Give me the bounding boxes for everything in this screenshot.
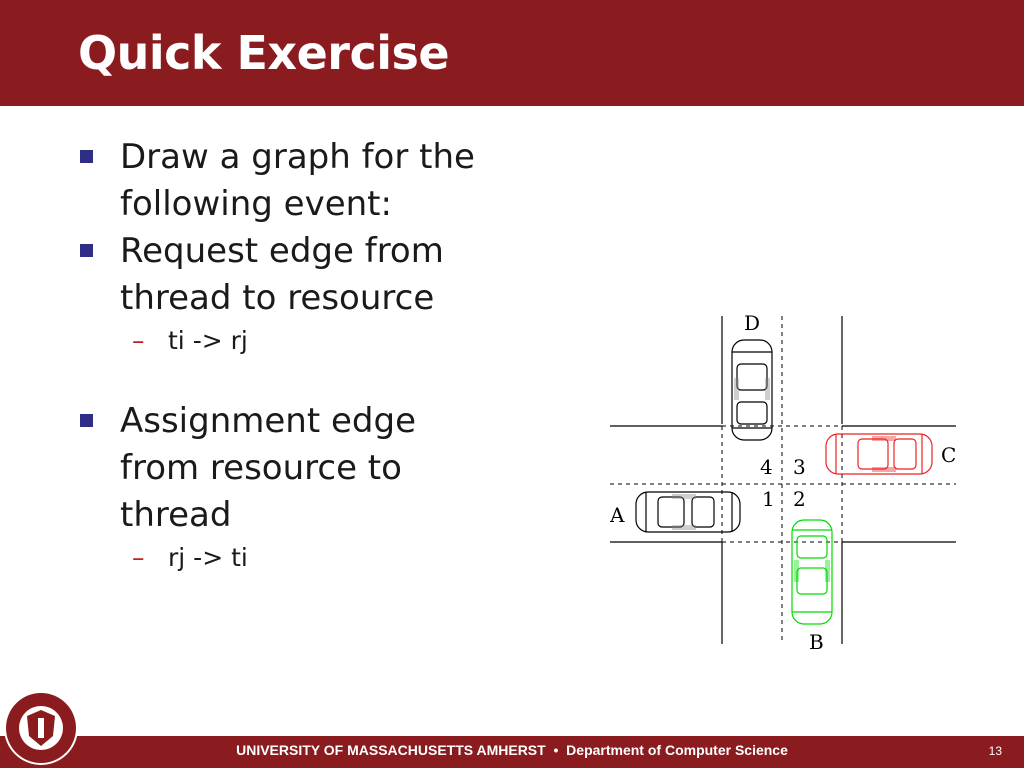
footer-text [0, 742, 1024, 758]
quadrant-3: 3 [793, 455, 806, 479]
bullet-text-line: thread to resource [120, 278, 435, 318]
bullet-item [74, 134, 514, 228]
bullet-item [74, 398, 514, 539]
lane-dividers [610, 316, 956, 644]
sub-bullet-item [74, 539, 514, 577]
bullet-item [74, 228, 514, 322]
dash-bullet-icon: – [132, 543, 145, 572]
bullet-text-line: following event: [120, 184, 392, 224]
road-lines [610, 316, 956, 644]
sub-bullet-text: ti -> rj [168, 326, 248, 355]
car-a [636, 492, 740, 532]
university-seal-icon [3, 690, 79, 766]
slide-title: Quick Exercise [78, 26, 450, 80]
sub-bullet-text: rj -> ti [168, 543, 248, 572]
label-d: D [744, 311, 761, 335]
bullet-text-line: from resource to [120, 448, 402, 488]
label-c: C [941, 443, 957, 467]
car-d [732, 340, 772, 440]
bullet-text-line: Draw a graph for the [120, 137, 475, 177]
department-name: Department of Computer Science [566, 742, 788, 758]
quadrant-1: 1 [762, 487, 775, 511]
quadrant-2: 2 [793, 487, 806, 511]
square-bullet-icon [80, 150, 93, 163]
university-name: UNIVERSITY OF MASSACHUSETTS AMHERST [236, 742, 546, 758]
sub-bullet-item [74, 322, 514, 360]
bullet-list [74, 134, 514, 577]
label-b: B [809, 630, 824, 650]
quadrant-4: 4 [760, 455, 773, 479]
footer-bar [0, 736, 1024, 768]
car-b [792, 520, 832, 624]
bullet-text-line: Assignment edge [120, 401, 416, 441]
page-number: 13 [988, 744, 1002, 758]
bullet-text-line: Request edge from [120, 231, 444, 271]
intersection-diagram [604, 310, 964, 650]
footer-separator: • [553, 742, 559, 758]
square-bullet-icon [80, 244, 93, 257]
square-bullet-icon [80, 414, 93, 427]
dash-bullet-icon: – [132, 326, 145, 355]
title-bar [0, 0, 1024, 106]
bullet-text-line: thread [120, 495, 232, 535]
label-a: A [610, 503, 625, 527]
